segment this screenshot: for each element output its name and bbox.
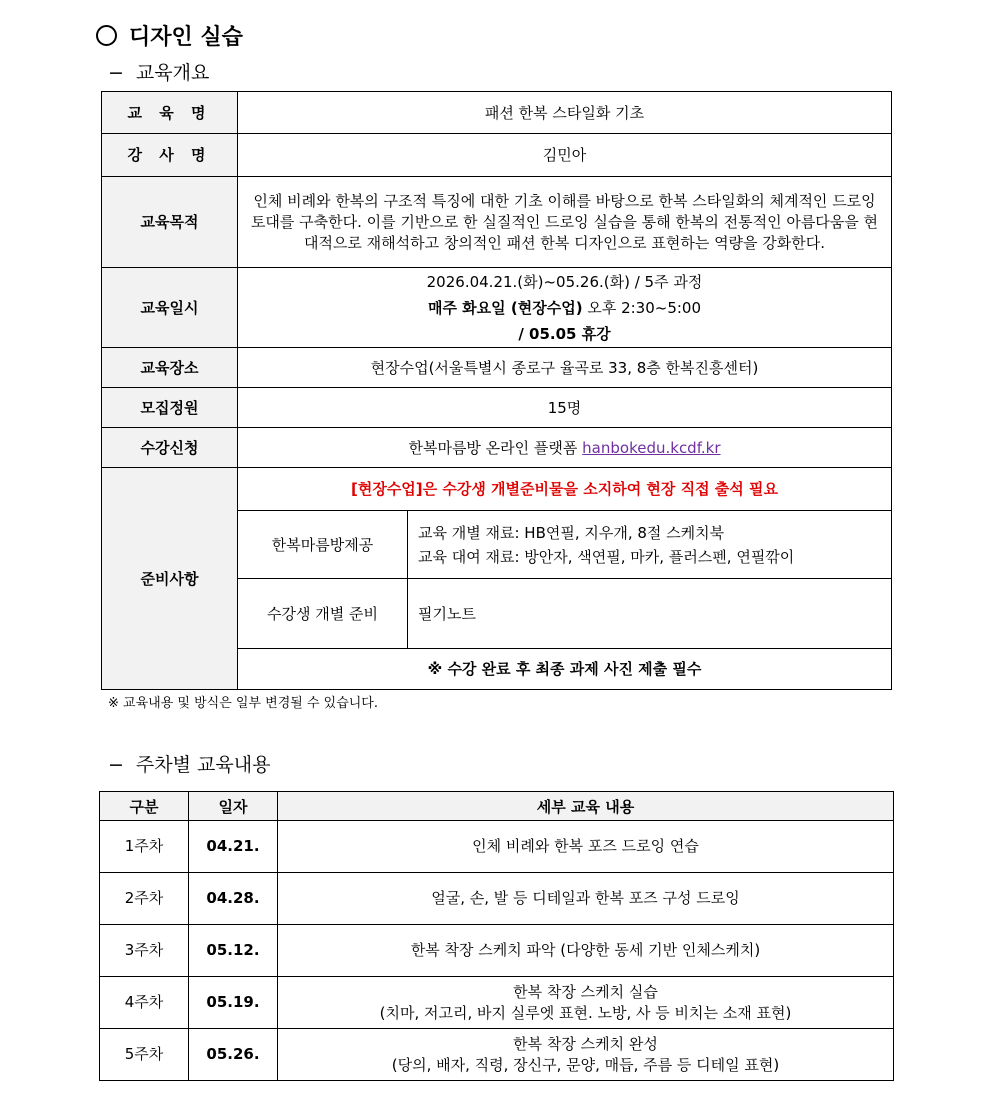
week-cell: 5주차 bbox=[100, 1029, 189, 1081]
header-content: 세부 교육 내용 bbox=[278, 792, 894, 821]
header-date: 일자 bbox=[189, 792, 278, 821]
label-course-name: 교 육 명 bbox=[102, 92, 238, 134]
row-course-name bbox=[102, 92, 892, 134]
content-cell: 한복 착장 스케치 실습 (치마, 저고리, 바지 실루엣 표현. 노방, 사 등 비치는 소재 표현) bbox=[278, 977, 894, 1029]
prep-provided-individual: 교육 개별 재료: HB연필, 지우개, 8절 스케치북 bbox=[418, 523, 725, 542]
section-heading-overview: − 교육개요 bbox=[108, 62, 210, 84]
table-row bbox=[100, 1029, 894, 1081]
table-row bbox=[100, 925, 894, 977]
label-schedule: 교육일시 bbox=[102, 268, 238, 348]
course-place: 현장수업(서울특별시 종로구 율곡로 33, 8층 한복진흥센터) bbox=[238, 348, 892, 388]
week-cell: 2주차 bbox=[100, 873, 189, 925]
content-cell: 한복 착장 스케치 완성 (당의, 배자, 직령, 장신구, 문양, 매듭, 주름 등 디테일 표현) bbox=[278, 1029, 894, 1081]
prep-self: 필기노트 bbox=[408, 579, 892, 649]
schedule-period: 2026.04.21.(화)~05.26.(화) / 5주 과정 bbox=[426, 272, 703, 291]
prep-notice: [현장수업]은 수강생 개별준비물을 소지하여 현장 직접 출석 필요 bbox=[238, 468, 892, 511]
page-title: 디자인 실습 bbox=[96, 20, 243, 51]
row-capacity bbox=[102, 388, 892, 428]
label-prep: 준비사항 bbox=[102, 468, 238, 690]
week-cell: 1주차 bbox=[100, 821, 189, 873]
content-cell: 얼굴, 손, 발 등 디테일과 한복 포즈 구성 드로잉 bbox=[278, 873, 894, 925]
prep-footer: ※ 수강 완료 후 최종 과제 사진 제출 필수 bbox=[238, 649, 892, 690]
label-instructor: 강 사 명 bbox=[102, 134, 238, 177]
overview-table bbox=[101, 91, 892, 690]
weekly-table bbox=[99, 791, 894, 1081]
circle-bullet-icon bbox=[96, 25, 117, 46]
row-prep-notice bbox=[102, 468, 892, 511]
row-place bbox=[102, 348, 892, 388]
row-instructor bbox=[102, 134, 892, 177]
apply-link[interactable]: hanbokedu.kcdf.kr bbox=[582, 438, 721, 457]
course-name: 패션 한복 스타일화 기초 bbox=[238, 92, 892, 134]
label-prep-self: 수강생 개별 준비 bbox=[238, 579, 408, 649]
row-apply bbox=[102, 428, 892, 468]
schedule-holiday: / 05.05 휴강 bbox=[518, 324, 611, 343]
label-place: 교육장소 bbox=[102, 348, 238, 388]
date-cell: 05.19. bbox=[189, 977, 278, 1029]
apply-cell: 한복마름방 온라인 플랫폼 hanbokedu.kcdf.kr bbox=[238, 428, 892, 468]
header-week: 구분 bbox=[100, 792, 189, 821]
date-cell: 04.28. bbox=[189, 873, 278, 925]
content-cell: 인체 비례와 한복 포즈 드로잉 연습 bbox=[278, 821, 894, 873]
course-purpose: 인체 비례와 한복의 구조적 특징에 대한 기초 이해를 바탕으로 한복 스타일화의 체계적인 드로잉 토대를 구축한다. 이를 기반으로 한 실질적인 드로잉 실습을 통해 한복의 전통적인 아름다움을 현대적으로 재해석하고 창의적인 패션 한복 디자인으로 표현하는 역량을 강화한다. bbox=[238, 177, 892, 268]
week-cell: 3주차 bbox=[100, 925, 189, 977]
label-prep-provided: 한복마름방제공 bbox=[238, 511, 408, 579]
table-row bbox=[100, 821, 894, 873]
week-cell: 4주차 bbox=[100, 977, 189, 1029]
change-notice: ※ 교육내용 및 방식은 일부 변경될 수 있습니다. bbox=[108, 696, 378, 711]
content-cell: 한복 착장 스케치 파악 (다양한 동세 기반 인체스케치) bbox=[278, 925, 894, 977]
schedule-weekly: 매주 화요일 (현장수업) 오후 2:30~5:00 bbox=[427, 298, 702, 317]
date-cell: 05.26. bbox=[189, 1029, 278, 1081]
course-capacity: 15명 bbox=[238, 388, 892, 428]
table-row bbox=[100, 873, 894, 925]
date-cell: 04.21. bbox=[189, 821, 278, 873]
schedule-cell bbox=[238, 268, 892, 348]
prep-provided-rental: 교육 대여 재료: 방안자, 색연필, 마카, 플러스펜, 연필깎이 bbox=[418, 547, 795, 566]
table-row bbox=[100, 977, 894, 1029]
date-cell: 05.12. bbox=[189, 925, 278, 977]
label-purpose: 교육목적 bbox=[102, 177, 238, 268]
weekly-header-row bbox=[100, 792, 894, 821]
section-heading-weekly: − 주차별 교육내용 bbox=[108, 754, 271, 776]
label-capacity: 모집정원 bbox=[102, 388, 238, 428]
label-apply: 수강신청 bbox=[102, 428, 238, 468]
row-purpose bbox=[102, 177, 892, 268]
instructor-name: 김민아 bbox=[238, 134, 892, 177]
row-schedule bbox=[102, 268, 892, 348]
prep-provided-cell bbox=[408, 511, 892, 579]
